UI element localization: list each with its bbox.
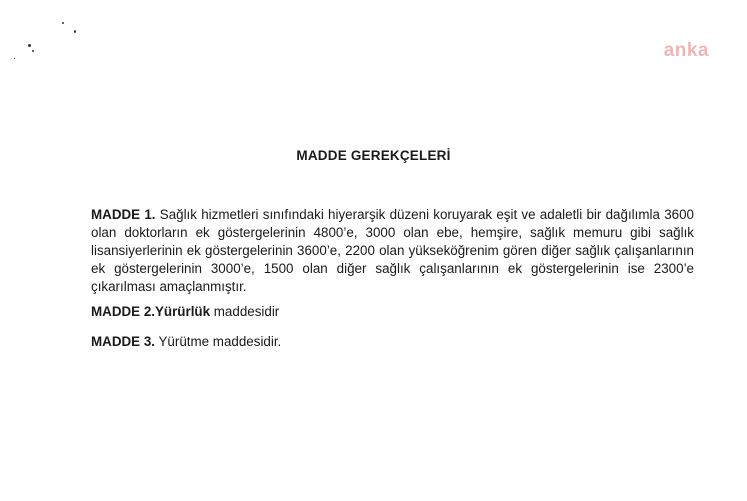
document-title: MADDE GEREKÇELERİ (296, 148, 451, 163)
article-3-label: MADDE 3. (91, 334, 155, 349)
article-1-text: Sağlık hizmetleri sınıfındaki hiyerarşik düzeni koruyarak eşit ve adaletli bir dağılımla 3600 olan doktorların ek göstergelerinin 4800’e, 3000 olan ebe, hemşire, sağlık memuru gibi sağlık lisansiyerlerinin ek göstergelerinin 3600’e, 2200 olan yükseköğrenim gören diğer sağlık çalışanlarının ek göstergelerinin 3000’e, 1500 olan diğer sağlık çalışanlarının ek göstergelerinin ise 2300’e çıkarılması amaçlanmıştır. (91, 207, 694, 295)
scan-speck (74, 30, 76, 33)
article-1 (91, 206, 694, 296)
scan-speck (32, 50, 34, 52)
article-2-text: maddesidir (210, 304, 280, 319)
article-2 (91, 303, 694, 321)
article-1-label: MADDE 1. (91, 207, 156, 222)
article-2-label: MADDE 2.Yürürlük (91, 304, 211, 319)
article-3 (91, 333, 694, 351)
scan-speck (28, 44, 31, 47)
scan-speck (14, 58, 15, 59)
scan-speck (62, 22, 64, 24)
watermark-logo: anka (663, 40, 709, 61)
article-3-text: Yürütme maddesidir. (155, 334, 282, 349)
